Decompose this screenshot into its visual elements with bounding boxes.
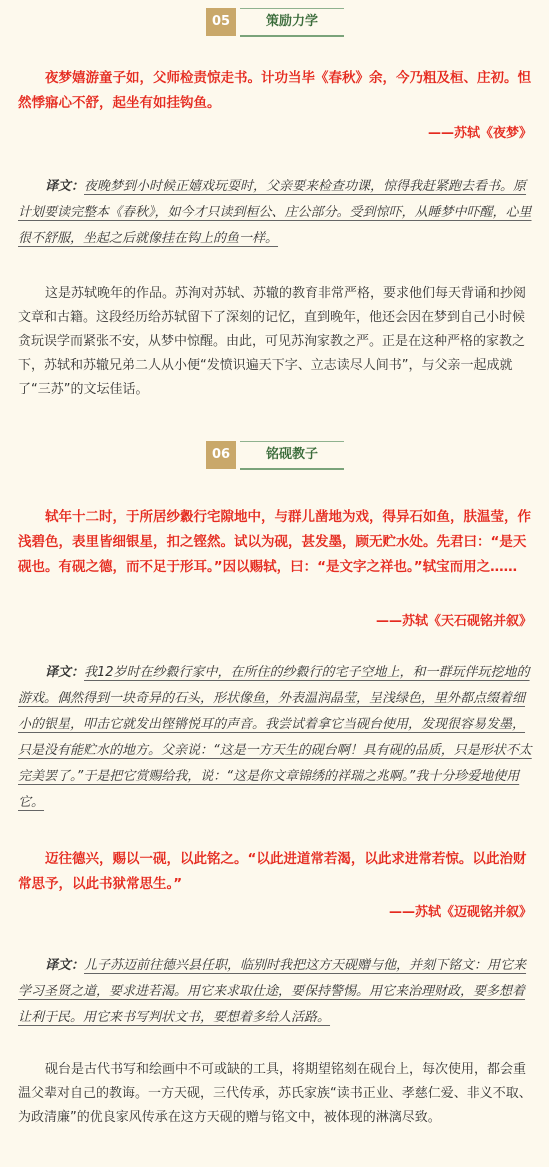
translation-text: 夜晚梦到小时候正嬉戏玩耍时，父亲要来检查功课，惊得我赶紧跑去看书。原计划要读完整本《春秋》，如今才只读到桓公、庄公部分。受到惊吓，从睡梦中吓醒，心里很不舒服，坐起之后就像挂在钩上的鱼一样。 [18,179,532,246]
inscription-quote: 迈往德兴，赐以一砚，以此铭之。“以此进道常若渴，以此求进常若惊。以此治财常思予，以此书狱常思生。” [18,851,527,892]
prose-source: ——苏轼《天石砚铭并叙》 [375,614,532,629]
prose-quote: 轼年十二时，于所居纱縠行宅隙地中，与群儿凿地为戏，得异石如鱼，肤温莹，作浅碧色，表里皆细银星，扣之铿然。试以为砚，甚发墨，顾无贮水处。先君曰：“是天砚也。有砚之德，而不足于形耳。”因以赐轼，曰：“是文字之祥也。”轼宝而用之…… [18,509,531,575]
commentary-text: 砚台是古代书写和绘画中不可或缺的工具，将期望铭刻在砚台上，每次使用，都会重温父辈对自己的教诲。一方天砚，三代传承，苏氏家族“读书正业、孝慈仁爱、非义不取、为政清廉”的优良家风传承在这方天砚的赠与铭文中，被体现的淋漓尽致。 [18,1062,532,1125]
inscription-source: ——苏轼《迈砚铭并叙》 [388,905,532,920]
commentary-block [18,1058,532,1130]
section-header-06 [206,441,346,471]
section-title: 策励力学 [240,8,344,37]
section-number: 06 [206,441,236,469]
poem-quote: 夜梦嬉游童子如，父师检责惊走书。计功当毕《春秋》余，今乃粗及桓、庄初。怛然悸寤心不舒，起坐有如挂钩鱼。 [18,70,531,111]
translation-label: 译文： [45,179,85,194]
translation-text: 我12岁时在纱縠行家中，在所住的纱縠行的宅子空地上，和一群玩伴玩挖地的游戏。偶然得到一块奇异的石头，形状像鱼，外表温润晶莹，呈浅绿色，里外都点缀着细小的银星，叩击它就发出铿锵悦耳的声音。我尝试着拿它当砚台使用，发现很容易发墨，只是没有能贮水的地方。父亲说：“这是一方天生的砚台啊！具有砚的品质，只是形状不太完美罢了。”于是把它赏赐给我，说：“这是你文章锦绣的祥瑞之兆啊。”我十分珍爱地使用它。 [18,665,532,810]
section-title: 铭砚教子 [240,441,344,470]
translation-text: 儿子苏迈前往德兴县任职，临别时我把这方天砚赠与他，并刻下铭文：用它来学习圣贤之道，要求进若渴。用它来求取仕途，要保持警惕。用它来治理财政，要多想着让利于民。用它来书写判状文书，要想着多给人活路。 [18,958,527,1025]
translation-label: 译文： [45,665,85,680]
source-line [18,903,532,923]
section-header-05 [206,8,346,38]
section-number: 05 [206,8,236,36]
quote-block-mai [18,847,532,897]
commentary-text: 这是苏轼晚年的作品。苏洵对苏轼、苏辙的教育非常严格，要求他们每天背诵和抄阅文章和古籍。这段经历给苏轼留下了深刻的记忆，直到晚年，他还会因在梦到自己小时候贪玩误学而紧张不安，从梦中惊醒。由此，可见苏洵家教之严。正是在这种严格的家教之下，苏轼和苏辙兄弟二人从小便“发愤识遍天下字、立志读尽人间书”，与父亲一起成就了“三苏”的文坛佳话。 [18,286,527,397]
translation-block [18,953,532,1031]
source-line [18,124,532,144]
poem-source: ——苏轼《夜梦》 [427,126,532,141]
translation-block [18,174,532,252]
quote-block-inkstone [18,505,532,580]
source-line [18,612,532,632]
quote-block-dream [18,66,532,116]
translation-label: 译文： [45,958,85,973]
translation-block [18,660,532,816]
commentary-block [18,282,532,402]
